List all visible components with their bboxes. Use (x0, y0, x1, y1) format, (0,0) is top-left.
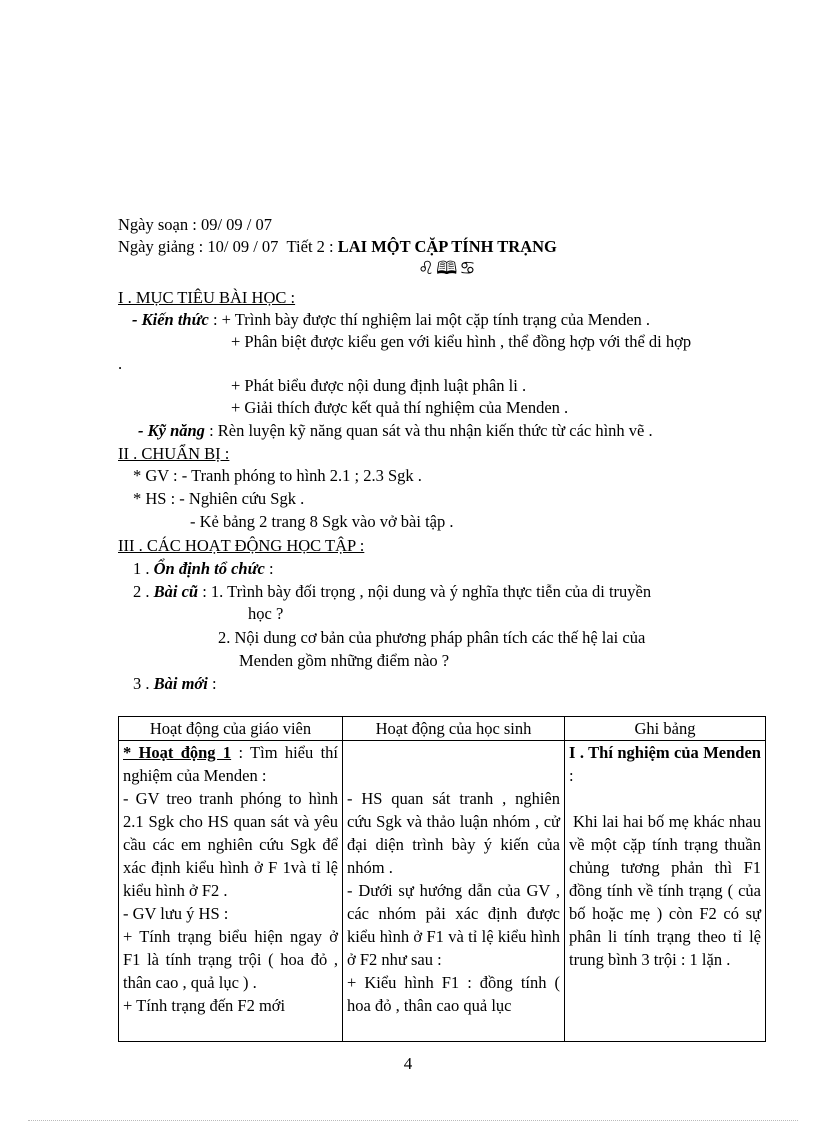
item-2-number: 2 . (133, 582, 150, 601)
on-dinh-line (133, 558, 274, 580)
ghi-bang-title-line (569, 741, 761, 787)
bai-cu-label: Bài cũ (153, 582, 199, 601)
item-1-number: 1 . (133, 559, 150, 578)
gv-line: - GV treo tranh phóng to hình 2.1 Sgk cho HS quan sát và yêu cầu các em nghiên cứu Sgk để xác định kiểu hình ở F 1và tỉ lệ kiểu hình ở F2 . (123, 789, 338, 900)
item-3-number: 3 . (133, 674, 150, 693)
kien-thuc-label: - Kiến thức (132, 310, 209, 329)
kien-thuc-1: : + Trình bày được thí nghiệm lai một cặp tính trạng của Menden . (212, 310, 651, 329)
gv-line: - GV lưu ý HS : (123, 904, 229, 923)
bai-cu-question-1b: học ? (248, 604, 284, 623)
item-3-colon: : (212, 674, 217, 693)
ngay-giang-line (118, 236, 557, 258)
header-gv: Hoạt động của giáo viên (119, 717, 343, 741)
chuan-bi-hs-2: - Kẻ bảng 2 trang 8 Sgk vào vở bài tập . (190, 512, 454, 531)
section-1-heading: I . MỤC TIÊU BÀI HỌC : (118, 288, 296, 307)
hoat-dong-1-text: : Tìm hiểu thí nghiệm của Menden : (123, 743, 338, 785)
gv-cell (119, 741, 343, 1042)
page-number: 4 (403, 1054, 413, 1073)
hs-spacer (347, 741, 560, 787)
item-1-colon: : (268, 559, 274, 578)
gv-line: + Tính trạng biểu hiện ngay ở F1 là tính trạng trội ( hoa đỏ , thân cao , quả lục ) . (123, 927, 338, 992)
table-header-row (119, 717, 766, 741)
section-2-heading: II . CHUẨN BỊ : (118, 444, 230, 463)
ky-nang-text: : Rèn luyện kỹ năng quan sát và thu nhận kiến thức từ các hình vẽ . (209, 421, 653, 440)
ornament-icon: ♌🕮♋ (418, 258, 478, 279)
ghi-bang-colon: : (569, 766, 574, 785)
bai-cu-line (133, 581, 651, 603)
bai-cu-question-2b: Menden gồm những điểm nào ? (239, 651, 450, 670)
gv-activity-heading (123, 741, 338, 787)
hs-line: - HS quan sát tranh , nghiên cứu Sgk và thảo luận nhóm , cử đại diện trình bày ý kiến của nhóm . (347, 789, 560, 877)
hs-line: + Kiểu hình F1 : đồng tính ( hoa đỏ , thân cao quả lục (347, 973, 560, 1015)
ky-nang-line (138, 420, 653, 442)
section-3-heading: III . CÁC HOẠT ĐỘNG HỌC TẬP : (118, 536, 365, 555)
bai-moi-label: Bài mới (153, 674, 208, 693)
chuan-bi-hs-1: * HS : - Nghiên cứu Sgk . (133, 489, 305, 508)
hoat-dong-1-label: * Hoạt động 1 (123, 743, 232, 762)
table-row (119, 741, 766, 1042)
ngay-giang: Ngày giảng : 10/ 09 / 07 (118, 237, 279, 256)
on-dinh-label: Ổn định tổ chức (153, 559, 265, 578)
hs-line: - Dưới sự hướng dẫn của GV , các nhóm pải xác định được kiểu hình ở F1 và tỉ lệ kiểu hình ở F2 như sau : (347, 881, 560, 969)
continuation-dot: . (118, 354, 123, 373)
header-ghi-bang: Ghi bảng (565, 717, 766, 741)
gv-line: + Tính trạng đến F2 mới (123, 996, 286, 1015)
bai-moi-line (133, 673, 217, 695)
chuan-bi-gv: * GV : - Tranh phóng to hình 2.1 ; 2.3 Sgk . (133, 466, 422, 485)
bai-cu-question-1: : 1. Trình bày đối trọng , nội dung và ý nghĩa thực tiễn của di truyền (202, 582, 652, 601)
kien-thuc-4: + Giải thích được kết quả thí nghiệm của Menden . (231, 398, 569, 417)
ghi-bang-cell (565, 741, 766, 1042)
lesson-title: LAI MỘT CẶP TÍNH TRẠNG (337, 237, 557, 256)
kien-thuc-2: + Phân biệt được kiểu gen với kiểu hình , thể đồng hợp với thể di hợp (231, 332, 692, 351)
ghi-bang-spacer (569, 787, 761, 810)
ngay-soan: Ngày soạn : 09/ 09 / 07 (118, 215, 272, 234)
ghi-bang-title: I . Thí nghiệm của Menden (569, 743, 761, 762)
footer-divider (28, 1120, 798, 1121)
bai-cu-question-2: 2. Nội dung cơ bản của phương pháp phân tích các thế hệ lai của (218, 628, 646, 647)
tiet-number: Tiết 2 : (286, 237, 334, 256)
activity-table (118, 716, 766, 1042)
kien-thuc-3: + Phát biểu được nội dung định luật phân li . (231, 376, 527, 395)
ky-nang-label: - Kỹ năng (138, 421, 205, 440)
kien-thuc-line-1 (132, 309, 650, 331)
hs-cell (343, 741, 565, 1042)
header-hs: Hoạt động của học sinh (343, 717, 565, 741)
ghi-bang-text: Khi lai hai bố mẹ khác nhau về một cặp tính trạng thuần chủng tương phản thì F1 đồng tính về tính trạng ( của bố hoặc mẹ ) còn F2 có sự phân li tính trạng theo tỉ lệ trung bình 3 trội : 1 lặn . (569, 812, 761, 969)
